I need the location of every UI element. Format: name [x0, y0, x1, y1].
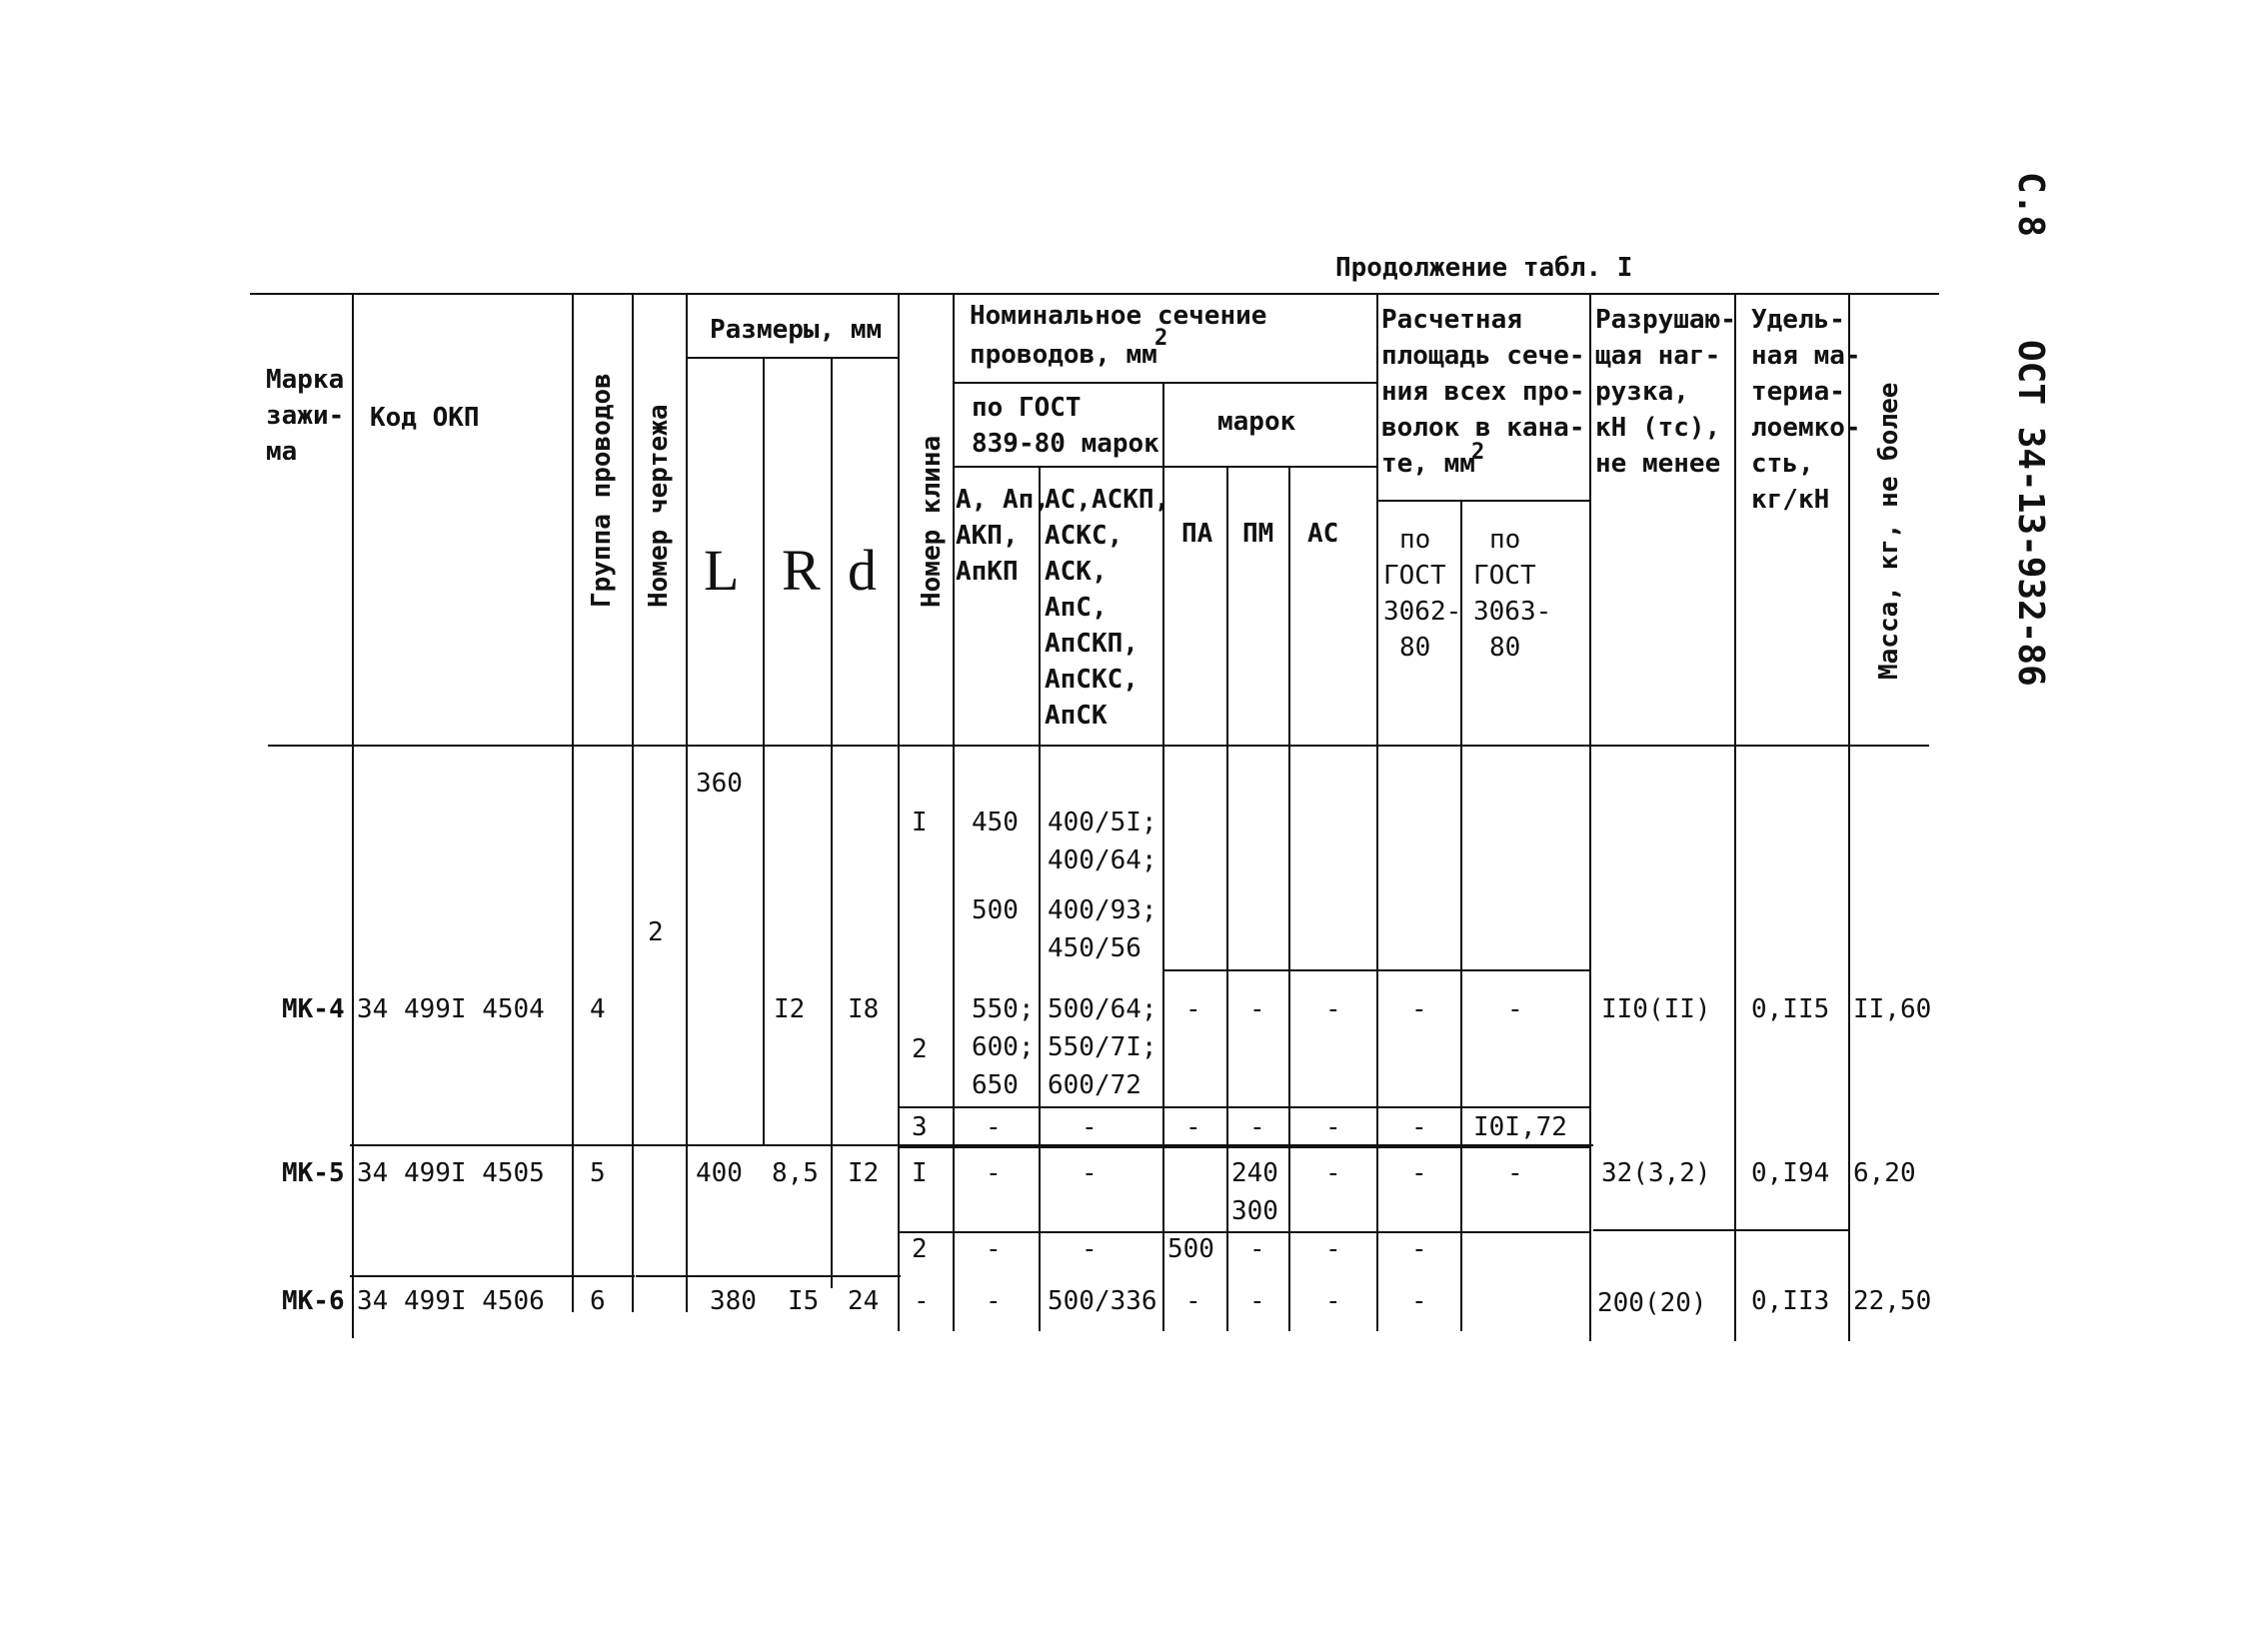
- header-marok: марок: [1217, 407, 1296, 437]
- cell-udeln: 0,I94: [1751, 1158, 1830, 1188]
- cell-massa: 22,50: [1853, 1286, 1932, 1316]
- header-R: R: [782, 538, 821, 603]
- table-rule: [1593, 1229, 1850, 1231]
- table-rule: [1039, 466, 1041, 1331]
- table-text: -: [1507, 994, 1523, 1024]
- header-pm: ПМ: [1242, 519, 1274, 549]
- table-text: АСК,: [1045, 557, 1108, 587]
- table-text: по ГОСТ: [972, 393, 1082, 423]
- cell-razrush: 200(20): [1597, 1288, 1707, 1318]
- table-text: 80: [1399, 633, 1431, 663]
- table-rule: [352, 293, 354, 1338]
- table-text: лоемко-: [1751, 413, 1861, 443]
- table-text: 500/64;: [1048, 994, 1157, 1024]
- table-text: -: [1411, 1112, 1427, 1142]
- cell-kod: 34 499I 4504: [357, 994, 545, 1024]
- cell-razrush: II0(II): [1601, 994, 1711, 1024]
- table-text: -: [986, 1158, 1002, 1188]
- table-rule: [686, 293, 688, 1312]
- table-text: по: [1489, 525, 1521, 555]
- cell-d: 24: [848, 1286, 880, 1316]
- table-rule: [1226, 466, 1228, 1331]
- table-text: -: [1411, 1234, 1427, 1264]
- table-rule: [250, 293, 1939, 295]
- table-text: -: [1411, 1158, 1427, 1188]
- table-text: 500/336: [1048, 1286, 1157, 1316]
- table-text: сть,: [1751, 449, 1814, 479]
- cell-R: 8,5: [772, 1158, 819, 1188]
- table-text: волок в кана-: [1381, 413, 1585, 443]
- table-rule: [350, 1144, 1593, 1146]
- cell-gruppa: 5: [590, 1158, 606, 1188]
- table-text: ния всех про-: [1381, 377, 1585, 407]
- table-rule: [1848, 293, 1850, 1341]
- table-text: 2: [1471, 440, 1485, 465]
- table-text: АпСКП,: [1045, 629, 1138, 659]
- table-text: -: [1249, 1112, 1265, 1142]
- document-code: ОСТ 34-13-932-86: [2010, 340, 2051, 687]
- table-text: проводов, мм: [970, 340, 1157, 370]
- table-text: 80: [1489, 633, 1521, 663]
- cell-marka: МК-4: [282, 994, 345, 1024]
- table-text: 2: [1154, 326, 1168, 351]
- table-text: 400/64;: [1048, 845, 1157, 875]
- table-text: А, Ап,: [956, 485, 1050, 515]
- cell-d: I2: [848, 1158, 880, 1188]
- table-rule: [632, 293, 634, 1312]
- table-text: ная ма-: [1751, 341, 1861, 371]
- table-text: 3062-: [1383, 597, 1462, 627]
- cell-marka: МК-6: [282, 1286, 345, 1316]
- table-text: 600/72: [1048, 1070, 1141, 1100]
- table-text: Удель-: [1751, 305, 1845, 335]
- header-gruppa-provodov: Группа проводов: [587, 373, 617, 608]
- cell-gruppa: 6: [590, 1286, 606, 1316]
- table-text: -: [1411, 1286, 1427, 1316]
- table-text: -: [1249, 1234, 1265, 1264]
- table-text: -: [986, 1286, 1002, 1316]
- table-rule: [1376, 500, 1589, 502]
- table-text: площадь сече-: [1381, 341, 1585, 371]
- table-rule: [1589, 293, 1591, 1341]
- header-ac: АС: [1307, 519, 1339, 549]
- table-text: -: [1249, 994, 1265, 1024]
- table-text: -: [1082, 1158, 1098, 1188]
- cell-klin-2: 2: [912, 1234, 928, 1264]
- table-text: щая наг-: [1595, 341, 1721, 371]
- table-rule: [1734, 293, 1736, 1341]
- table-rule: [900, 1106, 1589, 1108]
- cell-L: 360: [696, 769, 743, 799]
- table-rule: [831, 357, 833, 1288]
- table-rule: [572, 293, 574, 1312]
- table-rule: [898, 293, 900, 1331]
- table-rule: [763, 357, 765, 1144]
- cell-L: 400: [696, 1158, 743, 1188]
- table-text: АКП,: [956, 521, 1019, 551]
- cell-d: I8: [848, 994, 880, 1024]
- table-text: 839-80 марок: [972, 429, 1159, 459]
- table-text: АпСКС,: [1045, 665, 1138, 695]
- table-text: -: [1325, 1158, 1341, 1188]
- table-text: Расчетная: [1381, 305, 1522, 335]
- cell-klin-2: 2: [912, 1034, 928, 1064]
- table-text: ГОСТ: [1473, 561, 1536, 591]
- table-text: АСКС,: [1045, 521, 1123, 551]
- table-text: -: [1249, 1286, 1265, 1316]
- table-text: -: [986, 1112, 1002, 1142]
- table-text: -: [986, 1234, 1002, 1264]
- table-rule: [1288, 466, 1290, 1331]
- cell-kod: 34 499I 4505: [357, 1158, 545, 1188]
- table-text: Марка: [266, 365, 345, 395]
- table-text: ма: [266, 437, 298, 467]
- cell-L: 380: [710, 1286, 757, 1316]
- header-pa: ПА: [1181, 519, 1213, 549]
- table-text: 450: [972, 808, 1019, 837]
- table-rule: [268, 745, 1929, 747]
- table-rule: [953, 293, 955, 1331]
- table-text: -: [1325, 1286, 1341, 1316]
- table-text: 600;: [972, 1032, 1035, 1062]
- cell-massa: II,60: [1853, 994, 1932, 1024]
- table-text: по: [1399, 525, 1431, 555]
- cell-klin-1: I: [912, 1158, 928, 1188]
- table-text: -: [1185, 1112, 1201, 1142]
- table-text: 300: [1231, 1196, 1278, 1226]
- header-d: d: [848, 538, 877, 603]
- cell-massa: 6,20: [1853, 1158, 1916, 1188]
- table-text: 450/56: [1048, 933, 1141, 963]
- table-rule: [953, 382, 1376, 384]
- table-text: АС,АСКП,: [1045, 485, 1170, 515]
- table-text: -: [1185, 1286, 1201, 1316]
- cell-gruppa: 4: [590, 994, 606, 1024]
- table-text: не менее: [1595, 449, 1721, 479]
- table-text: I0I,72: [1473, 1112, 1567, 1142]
- cell-razrush: 32(3,2): [1601, 1158, 1711, 1188]
- table-text: рузка,: [1595, 377, 1689, 407]
- table-text: кг/кН: [1751, 485, 1830, 515]
- cell-udeln: 0,II3: [1751, 1286, 1830, 1316]
- table-text: 400/93;: [1048, 895, 1157, 925]
- table-text: 400/5I;: [1048, 808, 1157, 837]
- table-text: 500: [1167, 1234, 1214, 1264]
- table-rule: [350, 1275, 635, 1277]
- cell-kod: 34 499I 4506: [357, 1286, 545, 1316]
- table-caption: Продолжение табл. I: [1335, 253, 1633, 283]
- table-rule: [636, 1275, 901, 1277]
- table-text: -: [1411, 994, 1427, 1024]
- table-text: 550/7I;: [1048, 1032, 1157, 1062]
- table-text: -: [1082, 1112, 1098, 1142]
- table-rule: [1162, 382, 1164, 1331]
- header-razmery: Размеры, мм: [710, 315, 883, 345]
- table-text: АпКП: [956, 557, 1019, 587]
- table-text: -: [1082, 1234, 1098, 1264]
- table-text: 650: [972, 1070, 1019, 1100]
- table-text: Номинальное сечение: [970, 301, 1267, 331]
- table-text: ГОСТ: [1383, 561, 1446, 591]
- cell-chertezh: 2: [648, 917, 664, 947]
- table-text: -: [1325, 1112, 1341, 1142]
- header-massa: Масса, кг, не более: [1874, 382, 1904, 680]
- header-nomer-chertezha: Номер чертежа: [644, 404, 674, 608]
- table-rule: [953, 466, 1376, 468]
- table-text: кН (тс),: [1595, 413, 1721, 443]
- header-kod-okp: Код ОКП: [370, 403, 480, 433]
- table-text: 3063-: [1473, 597, 1552, 627]
- table-text: -: [1325, 1234, 1341, 1264]
- table-text: те, мм: [1381, 449, 1475, 479]
- cell-klin-1: I: [912, 808, 928, 837]
- table-rule: [688, 357, 900, 359]
- table-text: -: [1507, 1158, 1523, 1188]
- header-nomer-klina: Номер клина: [917, 435, 947, 608]
- header-L: L: [704, 538, 740, 603]
- table-text: -: [1325, 994, 1341, 1024]
- cell-klin-3: 3: [912, 1112, 928, 1142]
- table-text: зажи-: [266, 401, 345, 431]
- cell-R: I5: [788, 1286, 820, 1316]
- table-text: -: [1185, 994, 1201, 1024]
- table-rule: [900, 1146, 1589, 1148]
- table-text: 500: [972, 895, 1019, 925]
- cell-marka: МК-5: [282, 1158, 345, 1188]
- table-text: 550;: [972, 994, 1035, 1024]
- page-number: С.8: [2010, 172, 2051, 238]
- table-rule: [900, 1231, 1589, 1233]
- table-text: АпС,: [1045, 593, 1108, 623]
- table-text: АпСК: [1045, 701, 1108, 731]
- table-text: териа-: [1751, 377, 1845, 407]
- cell-R: I2: [774, 994, 806, 1024]
- cell-klin: -: [914, 1286, 930, 1316]
- table-text: 240: [1231, 1158, 1278, 1188]
- table-text: Разрушаю-: [1595, 305, 1736, 335]
- cell-udeln: 0,II5: [1751, 994, 1830, 1024]
- table-rule: [1376, 293, 1378, 1331]
